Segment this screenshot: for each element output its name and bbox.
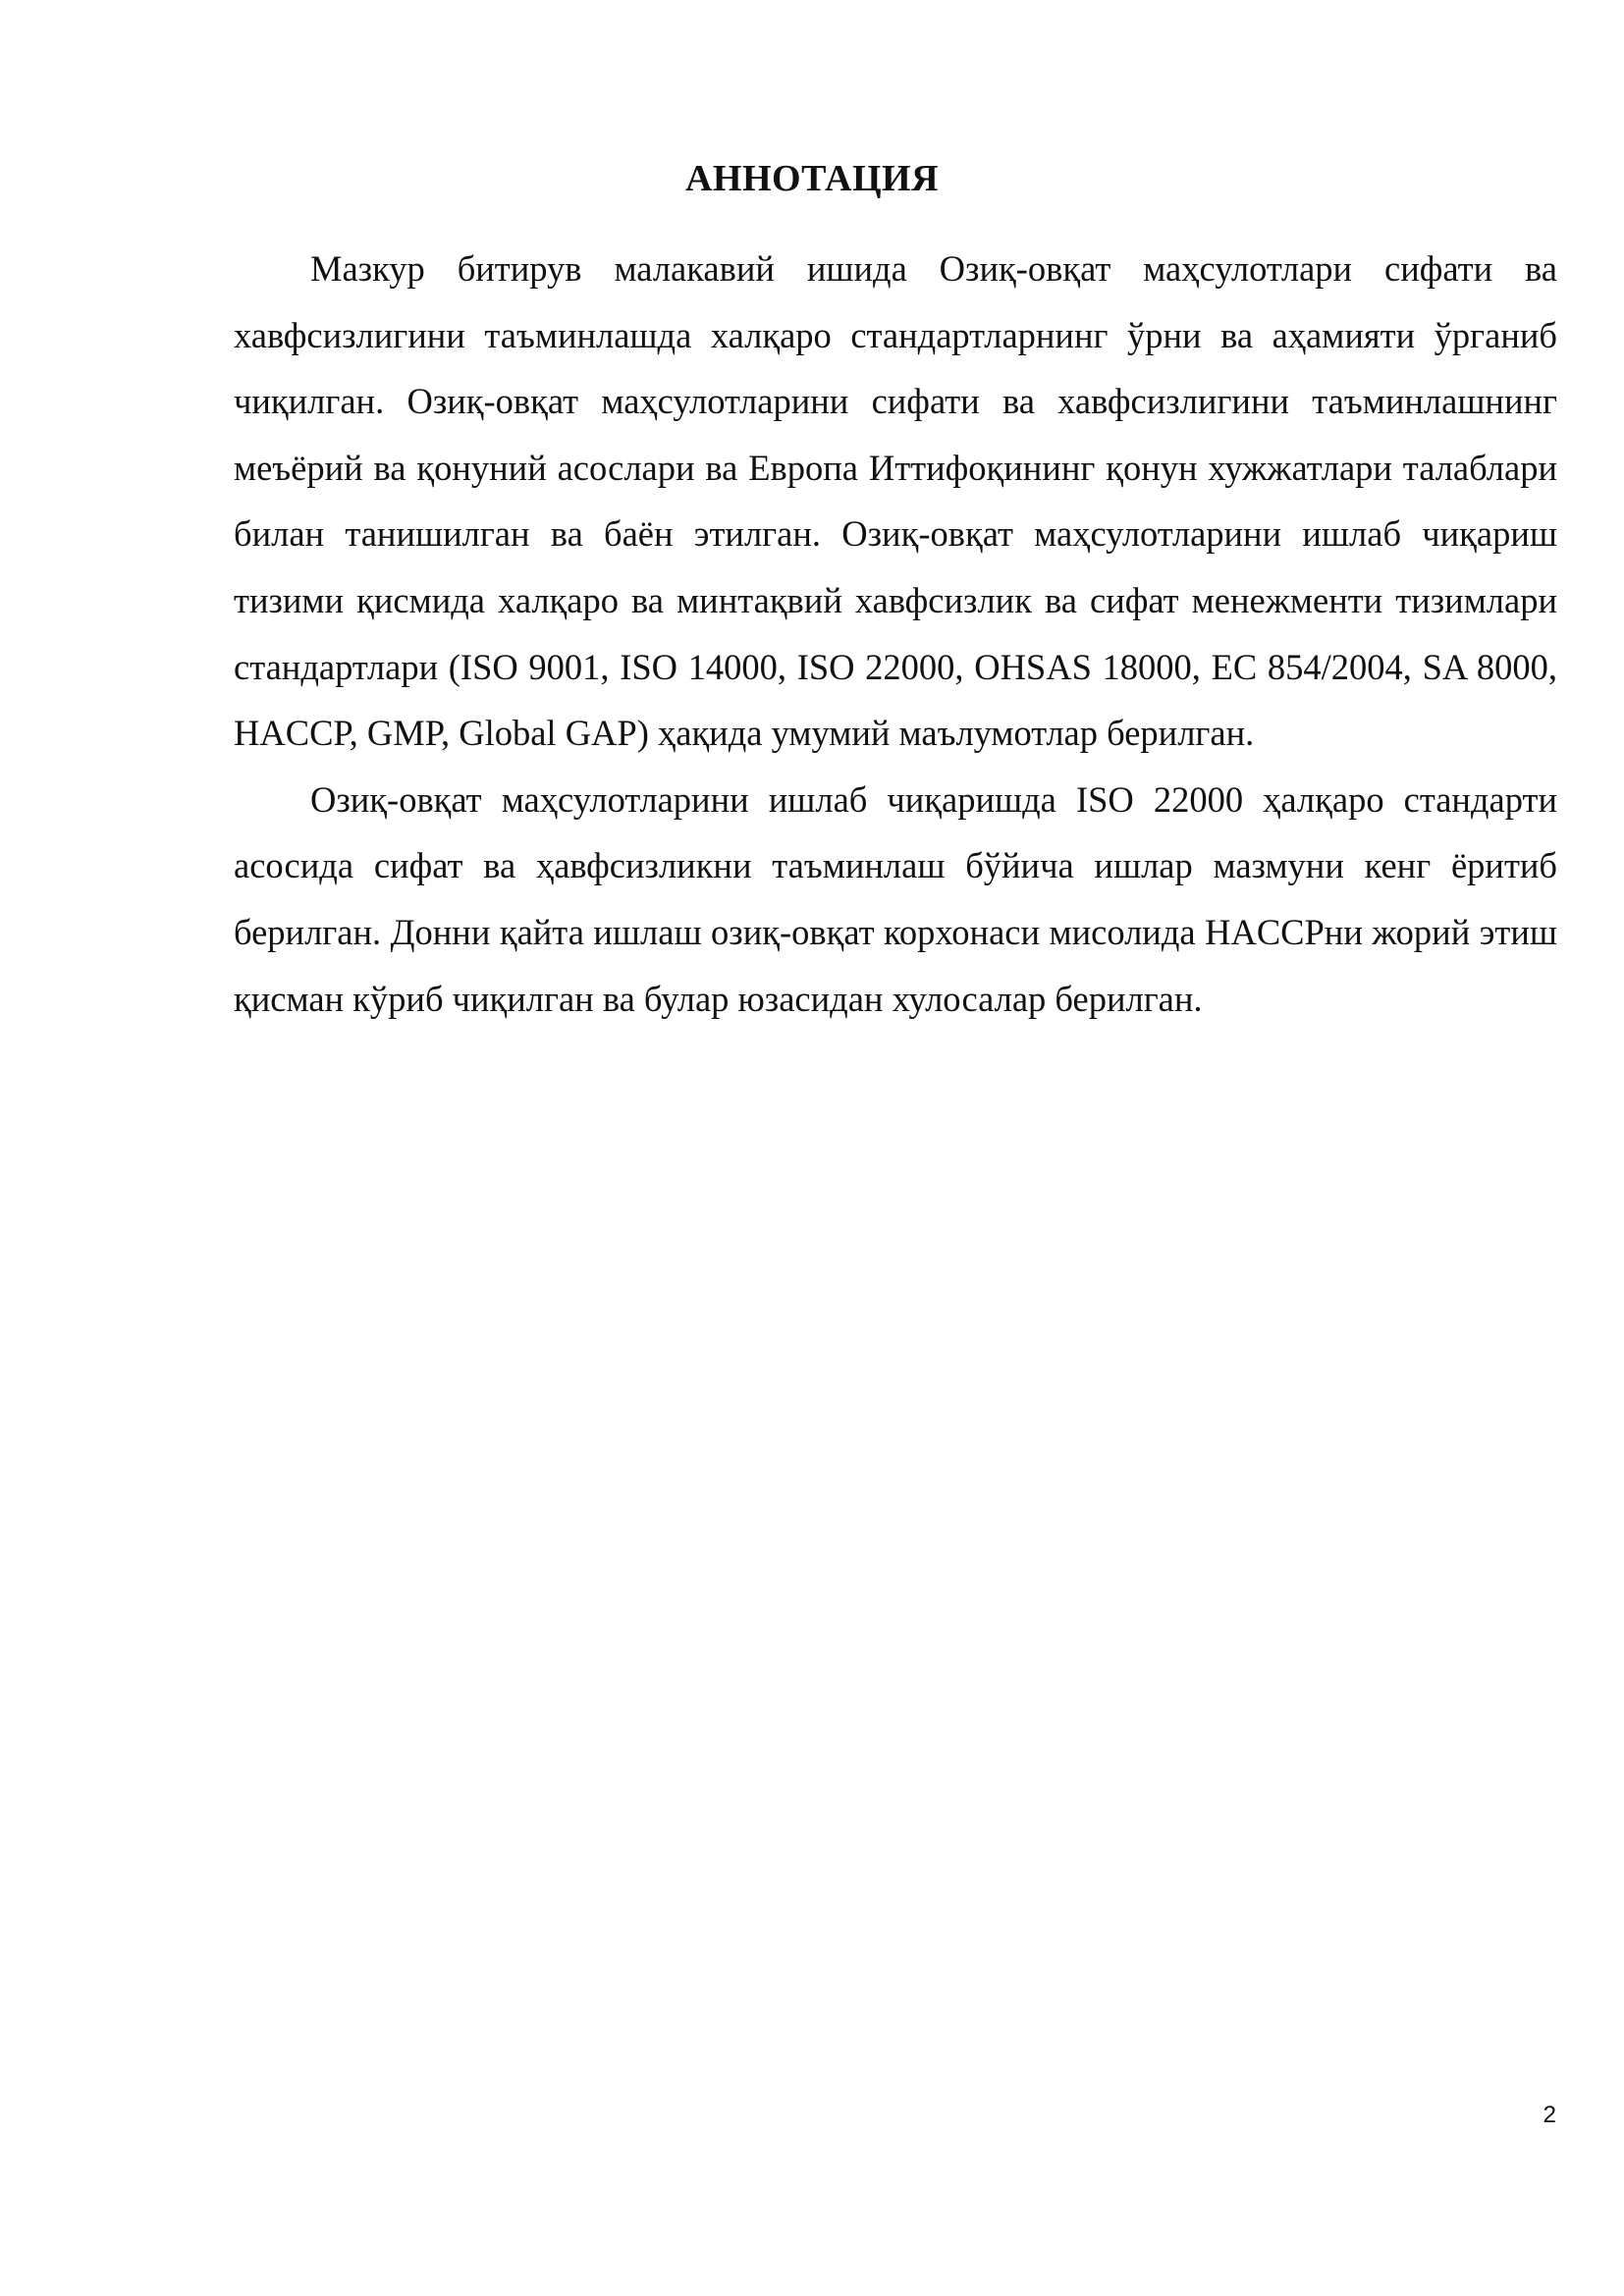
page-number: 2 — [1543, 2102, 1556, 2128]
paragraph-2: Озиқ-овқат маҳсулотларини ишлаб чиқаришда ISO 22000 ҳалқаро стандарти асосида сифат ва ҳавфсизликни таъминлаш бўйича ишлар мазмуни кенг ёритиб берилган. Донни қайта ишлаш озиқ-овқат корхонаси мисолида HACCPни жорий этиш қисман кўриб чиқилган ва булар юзасидан хулосалар берилган. — [234, 778, 1557, 1019]
page-title: АННОТАЦИЯ — [684, 158, 940, 199]
annotation-body — [234, 236, 1557, 1032]
paragraph-1: Мазкур битирув малакавий ишида Озиқ-овқат маҳсулотлари сифати ва хавфсизлигини таъминлашда халқаро стандартларнинг ўрни ва аҳамияти ўрганиб чиқилган. Озиқ-овқат маҳсулотларини сифати ва хавфсизлигини таъминлашнинг меъёрий ва қонуний асослари ва Европа Иттифоқининг қонун хужжатлари талаблари билан танишилган ва баён этилган. Озиқ-овқат маҳсулотларини ишлаб чиқариш тизими қисмида халқаро ва минтақвий хавфсизлик ва сифат менежменти тизимлари стандартлари (ISO 9001, ISO 14000, ISO 22000, OHSAS 18000, ЕС 854/2004, SA 8000, HACCP, GMP, Global GAP) ҳақида умумий маълумотлар берилган. — [234, 248, 1557, 754]
